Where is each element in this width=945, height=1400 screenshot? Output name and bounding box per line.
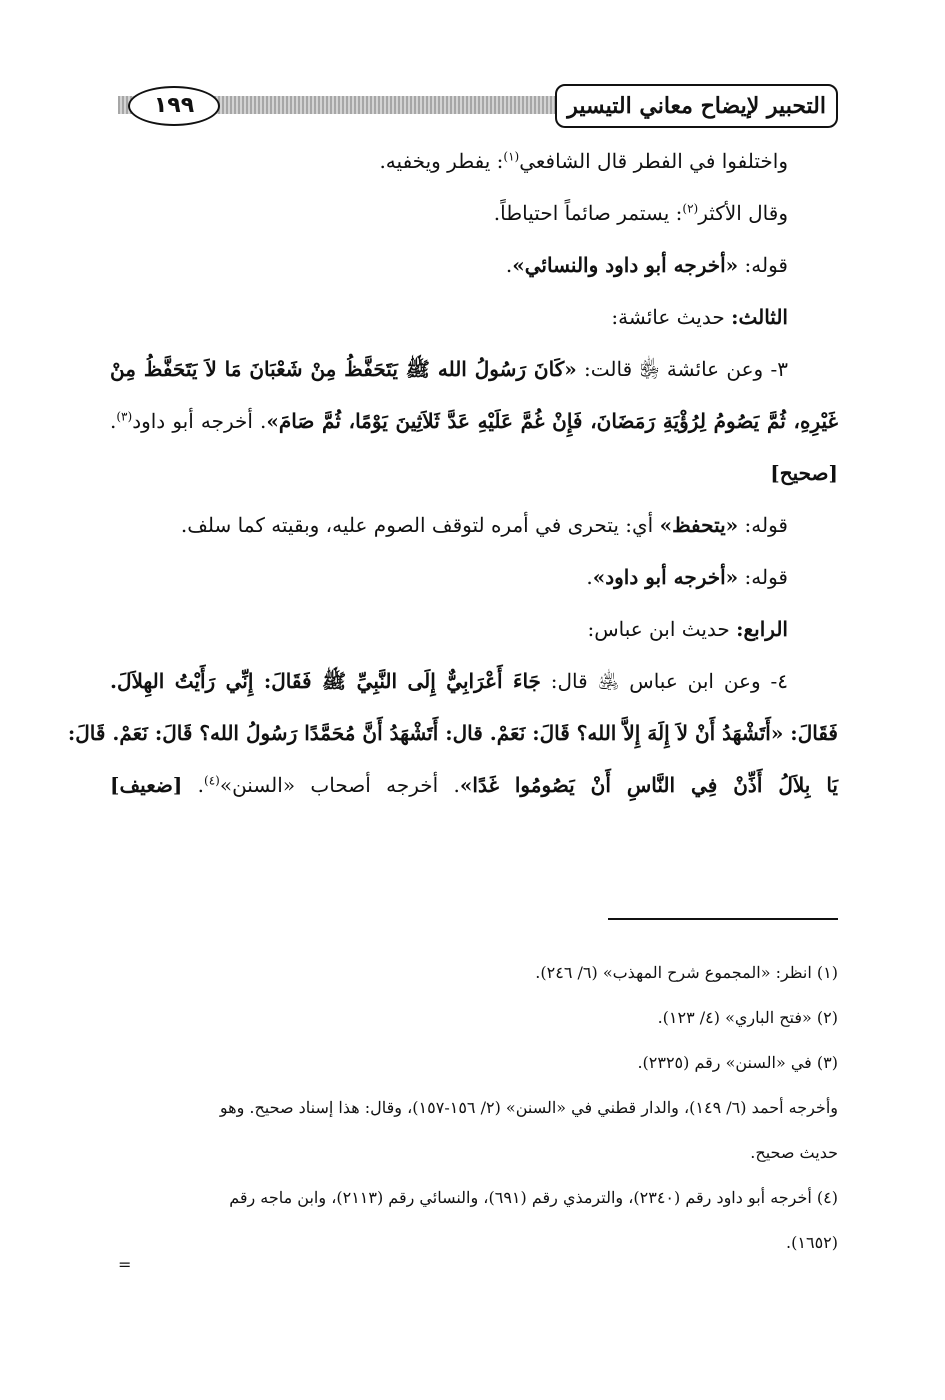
text-run: . xyxy=(110,409,117,433)
footnote-3-continued-end: حديث صحيح. xyxy=(750,1143,838,1162)
text-run: قوله: xyxy=(738,565,788,589)
paragraph-yatahaffaz xyxy=(110,499,838,551)
running-header xyxy=(118,84,838,128)
hadith-text: جَاءَ أَعْرَابِيٌّ إِلَى النَّبِيِّ ﷺ فَقَالَ: إِنِّي رَأَيْتُ الهِلاَلَ. xyxy=(110,669,541,693)
paragraph-shafii xyxy=(110,135,838,187)
hadith-4-line-3 xyxy=(110,759,838,811)
text-run: ٣- وعن عائشة ﵂ قالت: xyxy=(576,357,788,381)
paragraph-quote-1 xyxy=(110,239,838,291)
hadith-text: فَقَالَ: «أَتَشْهَدُ أَنْ لاَ إِلَهَ إِلاَّ الله؟ قَالَ: نَعَمْ. قال: أَتَشْهَدُ أَنَّ مُحَمَّدًا رَسُولُ الله؟ قَالَ: نَعَمْ. قَالَ: xyxy=(67,721,838,745)
footnote-2: (٢) «فتح الباري» (٤/ ١٢٣). xyxy=(657,1008,838,1027)
footnote-3: (٣) في «السنن» رقم (٢٣٢٥). xyxy=(637,1053,838,1072)
hadith-text: يَا بِلاَلُ أَذِّنْ فِي النَّاسِ أَنْ يَصُومُوا غَدًا» xyxy=(459,773,838,797)
page-number: ١٩٩ xyxy=(128,86,220,126)
text-run: حديث عائشة: xyxy=(611,305,732,329)
bold-quote: «أخرجه أبو داود والنسائي» xyxy=(512,253,739,277)
text-run: . xyxy=(586,565,593,589)
text-run: واختلفوا في الفطر قال الشافعي xyxy=(519,149,788,173)
text-run: حديث ابن عباس: xyxy=(587,617,737,641)
text-run: ٤- وعن ابن عباس ﵁ قال: xyxy=(540,669,789,693)
section-heading-third xyxy=(110,291,838,343)
footnote-ref[interactable]: (٣) xyxy=(116,409,133,424)
grade-daif: [ضعيف] xyxy=(110,773,183,797)
main-text xyxy=(67,135,838,811)
text-run: . xyxy=(505,253,513,277)
footnote-separator xyxy=(608,918,838,920)
hadith-3-line-2 xyxy=(110,395,838,447)
footnote-ref[interactable]: (٤) xyxy=(204,773,220,788)
hadith-3-line-1 xyxy=(110,343,838,395)
grade-sahih: [صحيح] xyxy=(770,461,838,485)
text-run: . xyxy=(182,773,205,797)
bold-quote: «يتحفظ» xyxy=(659,513,739,537)
footnote-1: (١) انظر: «المجموع شرح المهذب» (٦/ ٢٤٦). xyxy=(535,963,838,982)
section-heading-fourth xyxy=(110,603,838,655)
hadith-4-line-1 xyxy=(110,655,838,707)
footnote-3-continued: وأخرجه أحمد (٦/ ١٤٩)، والدار قطني في «السنن» (٢/ ١٥٦-١٥٧)، وقال: هذا إسناد صحيح. وهو xyxy=(219,1098,838,1117)
paragraph-quote-2 xyxy=(110,551,838,603)
bold-quote: «أخرجه أبو داود» xyxy=(592,565,739,589)
text-run: . أخرجه أصحاب «السنن» xyxy=(219,773,460,797)
text-run: : يستمر صائماً احتياطاً. xyxy=(493,201,683,225)
footnote-ref[interactable]: (٢) xyxy=(682,201,699,216)
footnote-4: (٤) أخرجه أبو داود رقم (٢٣٤٠)، والترمذي رقم (٦٩١)، والنسائي رقم (٢١١٣)، وابن ماجه رقم xyxy=(229,1188,838,1207)
text-run: أي: يتحرى في أمره لتوقف الصوم عليه، وبقيته كما سلف. xyxy=(180,513,660,537)
hadith-4-line-2 xyxy=(67,707,838,759)
text-run: قوله: xyxy=(738,513,788,537)
text-run: قوله: xyxy=(738,253,788,277)
text-run: . أخرجه أبو داود xyxy=(132,409,267,433)
heading-label: الثالث: xyxy=(731,305,788,329)
continuation-mark: = xyxy=(118,1255,132,1274)
text-run: : يفطر ويخفيه. xyxy=(379,149,504,173)
book-title: التحبير لإيضاح معاني التيسير xyxy=(555,84,838,128)
footnote-ref[interactable]: (١) xyxy=(503,149,520,164)
hadith-text: «كَانَ رَسُولُ الله ﷺ يَتَحَفَّظُ مِنْ شَعْبَانَ مَا لاَ يَتَحَفَّظُ مِنْ xyxy=(110,357,577,381)
footnotes xyxy=(110,950,838,1265)
paragraph-majority xyxy=(110,187,838,239)
footnote-4-end: (١٦٥٢). xyxy=(786,1233,838,1252)
heading-label: الرابع: xyxy=(736,617,788,641)
text-run: وقال الأكثر xyxy=(698,201,788,225)
hadith-text: غَيْرِهِ، ثُمَّ يَصُومُ لِرُؤْيَةِ رَمَضَانَ، فَإِنْ غُمَّ عَلَيْهِ عَدَّ ثَلاَثِينَ يَوْمًا، ثُمَّ صَامَ» xyxy=(266,409,838,433)
